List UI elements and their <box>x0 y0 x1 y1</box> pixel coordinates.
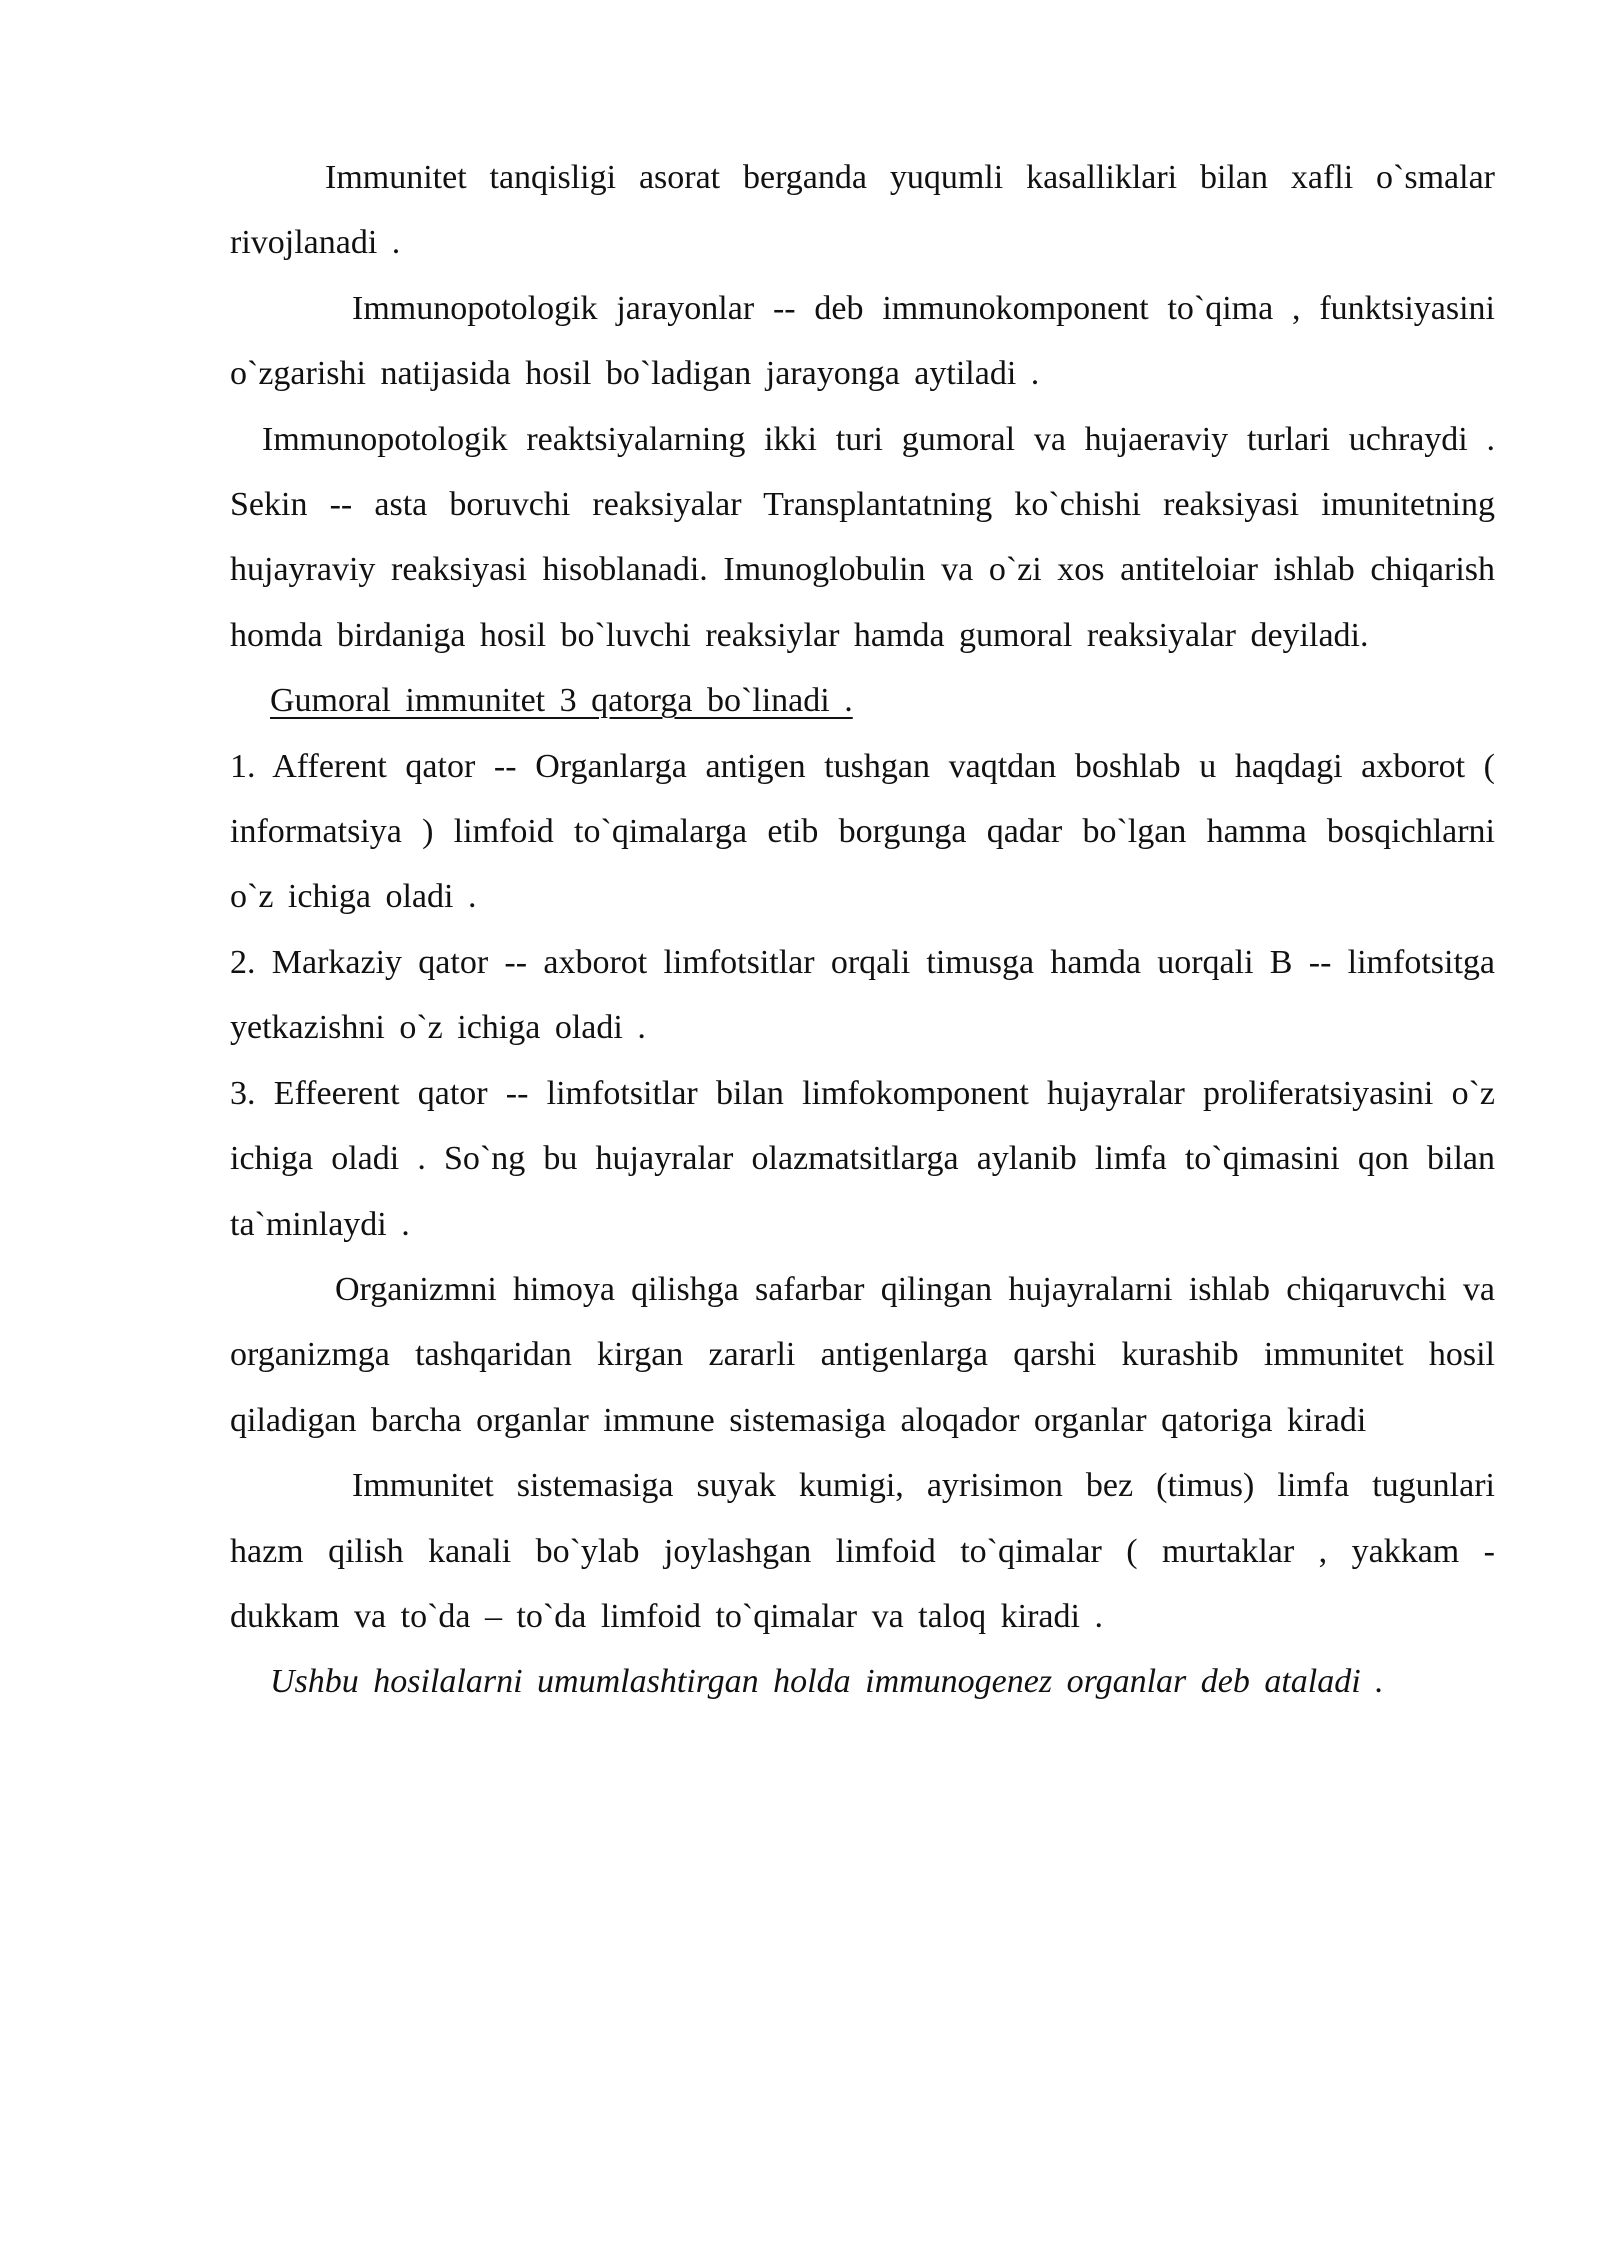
paragraph-reaction-types: Immunopotologik reaktsiyalarning ikki turi gumoral va hujaeraviy turlari uchraydi . Sekin -- asta boruvchi reaksiyalar Transplantatning ko`chishi reaksiyasi imunitetning hujayraviy reaksiyasi hisoblanadi. Imunoglobulin va o`zi xos antiteloiar ishlab chiqarish homda birdaniga hosil bo`luvchi reaksiylar hamda gumoral reaksiyalar deyiladi. <box>230 420 1495 654</box>
paragraph-immunogenesis-organs: Ushbu hosilalarni umumlashtirgan holda immunogenez organlar deb ataladi . <box>270 1663 1384 1701</box>
paragraph-immunopathology-definition: Immunopotologik jarayonlar -- deb immunokomponent to`qima , funktsiyasini o`zgarishi natijasida hosil bo`ladigan jarayonga aytiladi . <box>230 289 1495 393</box>
list-item-central: 2. Markaziy qator -- axborot limfotsitlar orqali timusga hamda uorqali B -- limfotsitga yetkazishni o`z ichiga oladi . <box>230 943 1495 1047</box>
paragraph-immune-deficiency: Immunitet tanqisligi asorat berganda yuqumli kasalliklari bilan xafli o`smalar rivojlanadi . <box>230 159 1495 262</box>
heading-humoral-immunity <box>230 668 1495 733</box>
paragraph-immune-system-organs: Organizmni himoya qilishga safarbar qilingan hujayralarni ishlab chiqaruvchi va organizmga tashqaridan kirgan zararli antigenlarga qarshi kurashib immunitet hosil qiladigan barcha organlar immune sistemasiga aloqador organlar qatoriga kiradi <box>230 1270 1495 1439</box>
document-page <box>230 145 1495 1715</box>
list-item-afferent: 1. Afferent qator -- Organlarga antigen tushgan vaqtdan boshlab u haqdagi axborot ( informatsiya ) limfoid to`qimalarga etib borgunga qadar bo`lgan hamma bosqichlarni o`z ichiga oladi . <box>230 747 1495 916</box>
list-item-efferent: 3. Effeerent qator -- limfotsitlar bilan limfokomponent hujayralar proliferatsiyasini o`z ichiga oladi . So`ng bu hujayralar olazmatsitlarga aylanib limfa to`qimasini qon bilan ta`minlaydi . <box>230 1074 1495 1243</box>
paragraph-immune-system-components: Immunitet sistemasiga suyak kumigi, ayrisimon bez (timus) limfa tugunlari hazm qilish kanali bo`ylab joylashgan limfoid to`qimalar ( murtaklar , yakkam - dukkam va to`da – to`da limfoid to`qimalar va taloq kiradi . <box>230 1467 1495 1635</box>
heading-humoral-immunity-text: Gumoral immunitet 3 qatorga bo`linadi . <box>270 682 853 720</box>
